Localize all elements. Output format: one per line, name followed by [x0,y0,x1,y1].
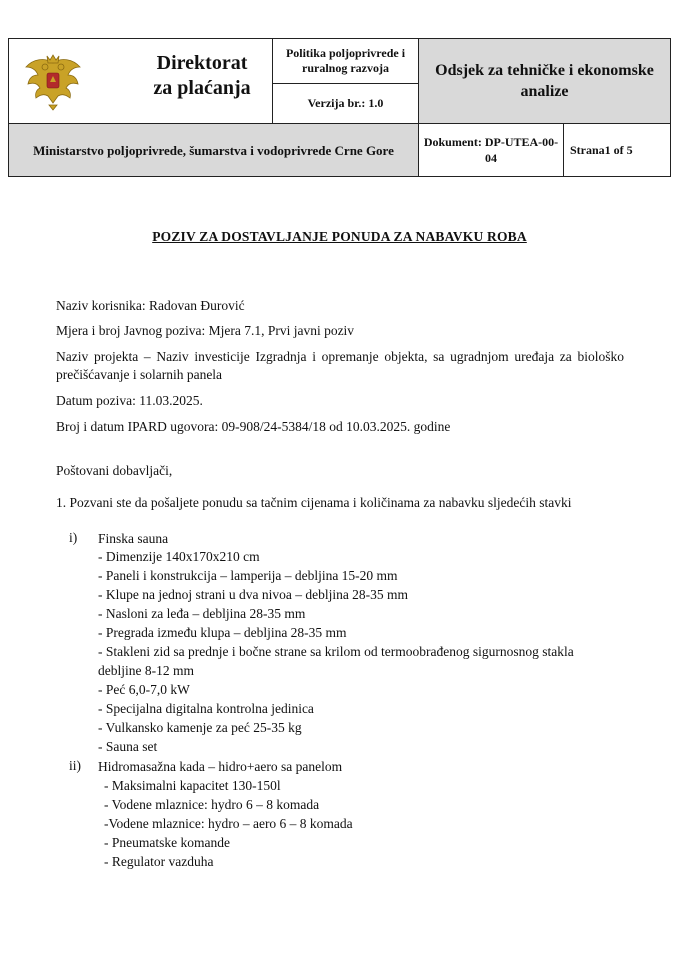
contract-line: Broj i datum IPARD ugovora: 09-908/24-5384/18 od 10.03.2025. godine [56,419,451,434]
item-ii-spec: - Vodene mlaznice: hydro 6 – 8 komada [104,797,320,812]
item-i-spec: - Klupe na jednoj strani u dva nivoa – debljina 28-35 mm [98,587,409,602]
item-i-spec: - Paneli i konstrukcija – lamperija – debljina 15-20 mm [98,568,398,583]
project-line: Naziv projekta – Naziv investicije Izgradnja i opremanje objekta, sa ugradnjom uređaja za biološko prečišćavanje i solarnih panela [56,349,624,382]
item-ii-spec: - Pneumatske komande [104,835,230,850]
item-i-spec: - Vulkansko kamenje za peć 25-35 kg [98,720,302,735]
page-number-cell: Strana1 of 5 [563,123,671,177]
item-i-spec: debljine 8-12 mm [98,663,194,678]
directorate-line-1: Direktorat [156,52,248,74]
call-date-line: Datum poziva: 11.03.2025. [56,393,203,408]
point-1: 1. Pozvani ste da pošaljete ponudu sa tačnim cijenama i količinama za nabavku sljedećih stavki [56,495,572,510]
logo-cell [8,38,272,124]
greeting-line: Poštovani dobavljači, [56,463,173,478]
directorate-name [137,51,267,101]
document-header [8,38,671,177]
policy-cell: Politika poljoprivrede i ruralnog razvoja [272,38,419,84]
measure-line: Mjera i broj Javnog poziva: Mjera 7.1, Prvi javni poziv [56,323,355,338]
item-i-spec: - Nasloni za leđa – debljina 28-35 mm [98,606,306,621]
ministry-cell: Ministarstvo poljoprivrede, šumarstva i vodoprivrede Crne Gore [8,123,419,177]
item-ii-spec: - Regulator vazduha [104,854,214,869]
department-cell: Odsjek za tehničke i ekonomske analize [418,38,671,124]
item-i-spec: - Specijalna digitalna kontrolna jedinica [98,701,314,716]
beneficiary-line: Naziv korisnika: Radovan Đurović [56,298,245,313]
item-i-spec: - Dimenzije 140x170x210 cm [98,549,260,564]
item-i-name: Finska sauna [98,531,169,546]
item-i-number: i) [69,530,78,545]
document-number-cell: Dokument: DP-UTEA-00-04 [418,123,564,177]
document-title: POZIV ZA DOSTAVLJANJE PONUDA ZA NABAVKU ROBA [152,229,527,244]
item-ii-spec: - Maksimalni kapacitet 130-150l [104,778,281,793]
item-ii-name: Hidromasažna kada – hidro+aero sa panelom [98,759,343,774]
item-i-spec: - Sauna set [98,739,158,754]
version-cell: Verzija br.: 1.0 [272,83,419,124]
item-ii-spec: -Vodene mlaznice: hydro – aero 6 – 8 komada [104,816,353,831]
item-i-spec: - Pregrada između klupa – debljina 28-35 mm [98,625,347,640]
item-ii-number: ii) [69,758,81,773]
item-i-spec: - Stakleni zid sa prednje i bočne strane sa krilom od termoobrađenog sigurnosnog stakla [98,644,574,659]
montenegro-emblem-icon [23,53,83,111]
directorate-line-2: za plaćanja [153,77,251,99]
item-i-spec: - Peć 6,0-7,0 kW [98,682,190,697]
